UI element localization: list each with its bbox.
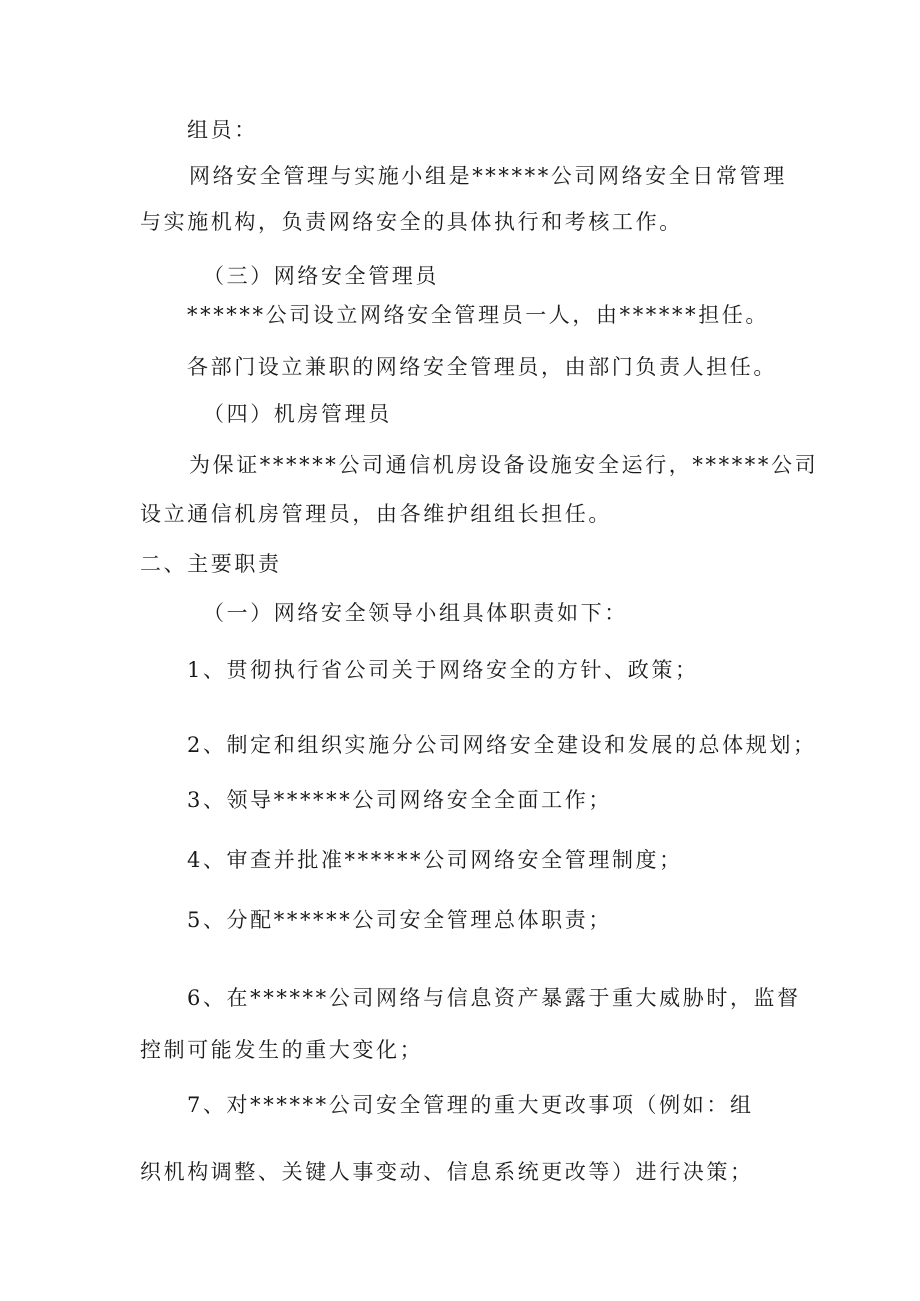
list-item-6: 6、在******公司网络与信息资产暴露于重大威胁时，监督: [187, 986, 801, 1010]
list-item-1: 1、贯彻执行省公司关于网络安全的方针、政策；: [187, 658, 699, 682]
list-item-5: 5、分配******公司安全管理总体职责；: [187, 908, 612, 932]
text-line-1: 组员：: [187, 118, 258, 142]
text-line-8: 为保证******公司通信机房设备设施安全运行，******公司: [189, 453, 819, 477]
list-item-7-continued: 织机构调整、关键人事变动、信息系统更改等）进行决策；: [140, 1160, 754, 1184]
text-line-9: 设立通信机房管理员，由各维护组组长担任。: [140, 502, 612, 526]
heading-main-duties: 二、主要职责: [140, 552, 282, 576]
list-item-7: 7、对******公司安全管理的重大更改事项（例如：组: [187, 1093, 754, 1117]
text-line-3: 与实施机构，负责网络安全的具体执行和考核工作。: [140, 210, 683, 234]
list-item-6-continued: 控制可能发生的重大变化；: [140, 1038, 424, 1062]
list-item-3: 3、领导******公司网络安全全面工作；: [187, 788, 612, 812]
subheading-section-1: （一）网络安全领导小组具体职责如下：: [203, 601, 628, 625]
subheading-section-4: （四）机房管理员: [203, 402, 392, 426]
text-line-6: 各部门设立兼职的网络安全管理员，由部门负责人担任。: [187, 355, 777, 379]
text-line-5: ******公司设立网络安全管理员一人，由******担任。: [187, 303, 769, 327]
subheading-section-3: （三）网络安全管理员: [203, 264, 439, 288]
list-item-2: 2、制定和组织实施分公司网络安全建设和发展的总体规划；: [187, 733, 817, 757]
list-item-4: 4、审查并批准******公司网络安全管理制度；: [187, 848, 683, 872]
text-line-2: 网络安全管理与实施小组是******公司网络安全日常管理: [189, 164, 787, 188]
